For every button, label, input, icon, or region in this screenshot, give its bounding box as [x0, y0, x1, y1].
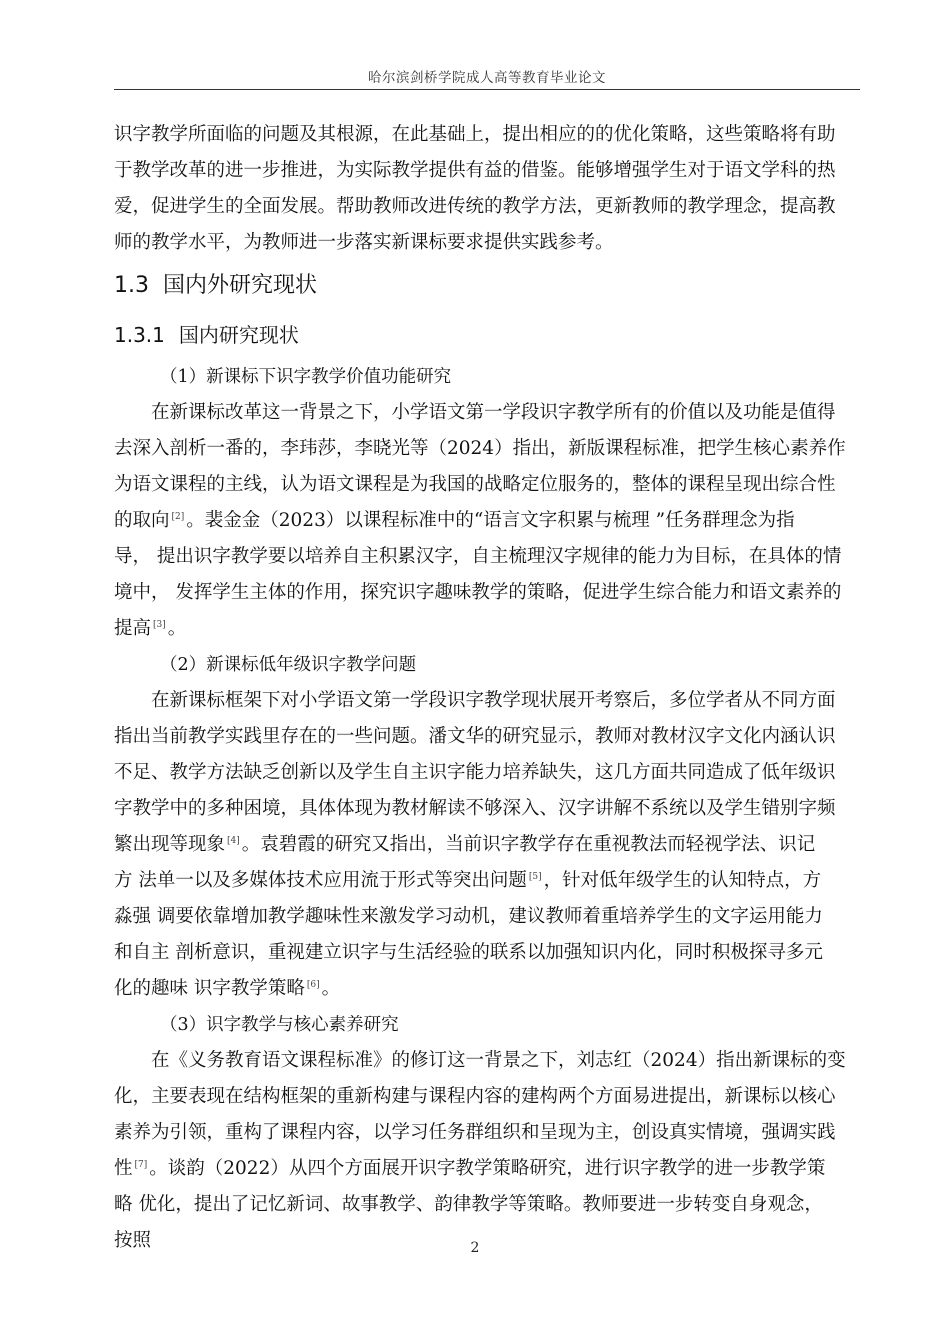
body-line: 素养为引领，重构了课程内容，以学习任务群组织和呈现为主，创设真实情境，强调实践 — [114, 1122, 836, 1143]
body-line: 在《义务教育语文课程标准》的修订这一背景之下，刘志红（2024）指出新课标的变 — [151, 1050, 846, 1071]
text-segment: 性 — [114, 1158, 133, 1179]
section-title: 国内外研究现状 — [163, 273, 318, 298]
section-number: 1.3.1 — [114, 323, 165, 347]
body-line — [114, 863, 860, 899]
citation-ref: [7] — [134, 1160, 148, 1170]
body-line: 不足、教学方法缺乏创新以及学生自主识字能力培养缺失，这几方面共同造成了低年级识 — [114, 762, 836, 783]
body-line — [114, 1151, 860, 1187]
body-line — [114, 503, 860, 539]
body-line: 和自主 剖析意识，重视建立识字与生活经验的联系以加强知识内化，同时积极探寻多元 — [114, 942, 823, 963]
text-segment: 提高 — [114, 618, 152, 639]
body-line — [114, 827, 860, 863]
body-line: 识字教学所面临的问题及其根源，在此基础上，提出相应的的优化策略，这些策略将有助 — [114, 124, 836, 145]
page-number: 2 — [470, 1240, 480, 1256]
citation-ref: [3] — [153, 620, 166, 630]
body-line: 去深入剖析一番的，李玮莎，李晓光等（2024）指出，新版课程标准，把学生核心素养作 — [114, 438, 846, 459]
subsection-heading-1: （1）新课标下识字教学价值功能研究 — [160, 367, 452, 387]
body-line: 在新课标改革这一背景之下，小学语文第一学段识字教学所有的价值以及功能是值得 — [151, 402, 836, 423]
body-line: 于教学改革的进一步推进，为实际教学提供有益的借鉴。能够增强学生对于语文学科的热 — [114, 160, 836, 181]
text-segment: 。 — [321, 978, 341, 999]
text-segment: 的取向 — [114, 510, 170, 531]
text-segment: 。袁碧霞的研究又指出，当前识字教学存在重视教法而轻视学法、识记 — [241, 834, 816, 855]
body-line: 爱，促进学生的全面发展。帮助教师改进传统的教学方法，更新教师的教学理念，提高教 — [114, 196, 836, 217]
section-heading-1-3-1 — [114, 311, 860, 359]
citation-ref: [4] — [227, 836, 240, 846]
page-header-title: 哈尔滨剑桥学院成人高等教育毕业论文 — [368, 70, 606, 86]
body-line: 师的教学水平，为教师进一步落实新课标要求提供实践参考。 — [114, 232, 614, 253]
text-segment: 繁出现等现象 — [114, 834, 226, 855]
text-segment: 化的趣味 识字教学策略 — [114, 978, 305, 999]
body-line — [114, 611, 860, 647]
body-line: 字教学中的多种困境，具体体现为教材解读不够深入、汉字讲解不系统以及学生错别字频 — [114, 798, 836, 819]
text-segment: 。裴金金（2023）以课程标准中的“语言文字积累与梳理 ”任务群理念为指 — [186, 510, 795, 531]
text-segment: ，针对低年级学生的认知特点，方 — [543, 870, 822, 891]
body-line: 为语文课程的主线，认为语文课程是为我国的战略定位服务的，整体的课程呈现出综合性 — [114, 474, 836, 495]
body-line: 按照 — [114, 1230, 152, 1251]
body-line: 境中， 发挥学生主体的作用，探究识字趣味教学的策略，促进学生综合能力和语文素养的 — [114, 582, 842, 603]
body-line — [114, 971, 860, 1007]
text-segment: 。 — [167, 618, 187, 639]
body-line: 略 优化，提出了记忆新词、故事教学、韵律教学等策略。教师要进一步转变自身观念， — [114, 1194, 823, 1215]
section-heading-1-3 — [114, 261, 860, 311]
body-line: 化，主要表现在结构框架的重新构建与课程内容的建构两个方面易进提出，新课标以核心 — [114, 1086, 836, 1107]
body-line: 淼强 调要依靠增加教学趣味性来激发学习动机，建议教师着重培养学生的文字运用能力 — [114, 906, 823, 927]
section-title: 国内研究现状 — [178, 323, 299, 347]
body-line: 在新课标框架下对小学语文第一学段识字教学现状展开考察后，多位学者从不同方面 — [151, 690, 836, 711]
citation-ref: [2] — [171, 512, 185, 522]
citation-ref: [5] — [528, 872, 542, 882]
subsection-heading-2: （2）新课标低年级识字教学问题 — [160, 655, 417, 675]
citation-ref: [6] — [306, 980, 320, 990]
text-segment: 。谈韵（2022）从四个方面展开识字教学策略研究，进行识字教学的进一步教学策 — [149, 1158, 826, 1179]
page-body — [114, 117, 860, 1259]
subsection-heading-3: （3）识字教学与核心素养研究 — [160, 1015, 399, 1035]
text-segment: 方 法单一以及多媒体技术应用流于形式等突出问题 — [114, 870, 527, 891]
body-line: 指出当前教学实践里存在的一些问题。潘文华的研究显示，教师对教材汉字文化内涵认识 — [114, 726, 836, 747]
header-divider — [114, 89, 860, 90]
body-line: 导， 提出识字教学要以培养自主积累汉字，自主梳理汉字规律的能力为目标，在具体的情 — [114, 546, 842, 567]
section-number: 1.3 — [114, 273, 149, 298]
